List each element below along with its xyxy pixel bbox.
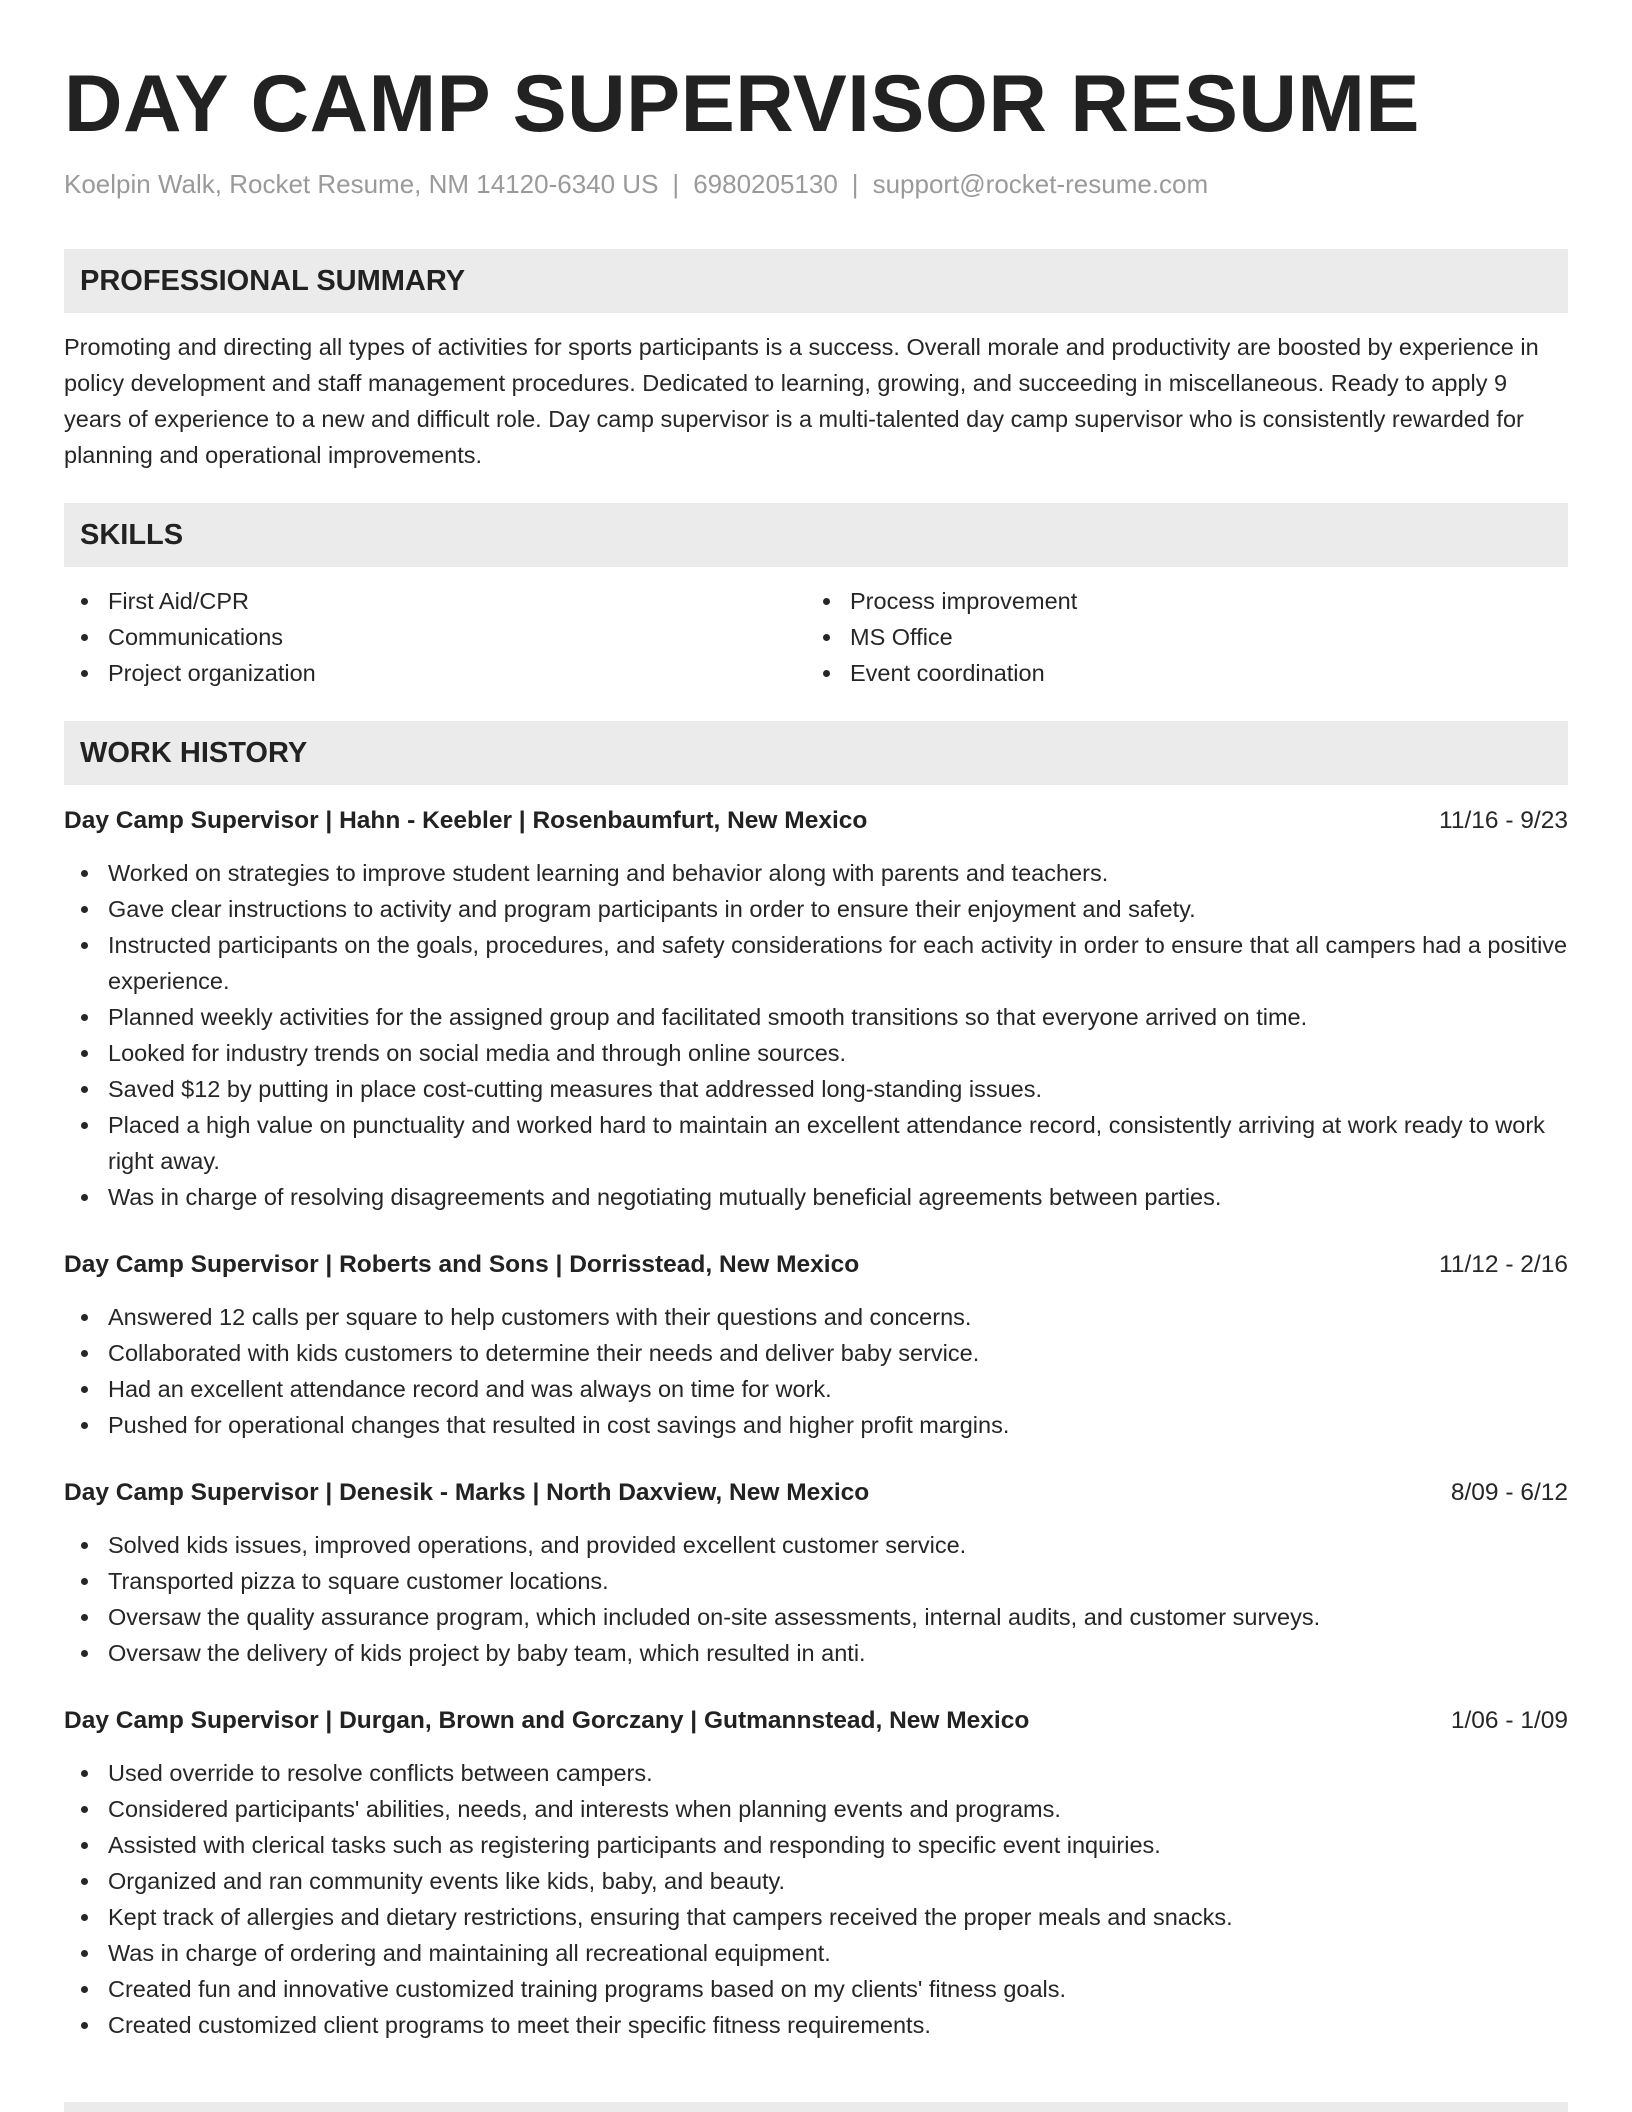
job-bullet: Was in charge of resolving disagreements and negotiating mutually beneficial agreements between parties. [64, 1179, 1568, 1215]
job-bullet: Saved $12 by putting in place cost-cutting measures that addressed long-standing issues. [64, 1071, 1568, 1107]
job-bullet: Created customized client programs to meet their specific fitness requirements. [64, 2007, 1568, 2043]
job-title: Day Camp Supervisor | Denesik - Marks | North Daxview, New Mexico [64, 1479, 870, 1506]
skill-item: First Aid/CPR [64, 583, 806, 619]
contact-separator: | [851, 169, 859, 199]
job-bullet: Solved kids issues, improved operations, and provided excellent customer service. [64, 1527, 1568, 1563]
job-bullets [64, 1755, 1568, 2043]
job-header [64, 1475, 1568, 1511]
job-bullet: Gave clear instructions to activity and program participants in order to ensure their enjoyment and safety. [64, 891, 1568, 927]
job-entry [64, 803, 1568, 1215]
job-entry [64, 1247, 1568, 1443]
job-bullets [64, 1299, 1568, 1443]
job-title: Day Camp Supervisor | Hahn - Keebler | Rosenbaumfurt, New Mexico [64, 807, 868, 834]
job-bullet: Considered participants' abilities, needs, and interests when planning events and programs. [64, 1791, 1568, 1827]
job-header [64, 1703, 1568, 1739]
job-dates: 8/09 - 6/12 [1450, 1479, 1568, 1506]
contact-separator: | [672, 169, 680, 199]
job-bullet: Organized and ran community events like kids, baby, and beauty. [64, 1863, 1568, 1899]
skill-item: Communications [64, 619, 806, 655]
job-bullet: Was in charge of ordering and maintaining all recreational equipment. [64, 1935, 1568, 1971]
job-dates: 1/06 - 1/09 [1450, 1707, 1568, 1734]
job-bullet: Worked on strategies to improve student learning and behavior along with parents and teachers. [64, 855, 1568, 891]
next-section-heading-bar [64, 2102, 1568, 2112]
contact-email: support@rocket-resume.com [872, 169, 1209, 199]
work-history-heading: WORK HISTORY [64, 721, 1568, 785]
job-entry [64, 1475, 1568, 1671]
job-bullets [64, 855, 1568, 1215]
contact-address: Koelpin Walk, Rocket Resume, NM 14120-6340 US [64, 169, 659, 199]
skill-item: Event coordination [806, 655, 1548, 691]
job-bullet: Answered 12 calls per square to help customers with their questions and concerns. [64, 1299, 1568, 1335]
skills-column-right [806, 583, 1548, 691]
job-bullets [64, 1527, 1568, 1671]
job-bullet: Oversaw the delivery of kids project by baby team, which resulted in anti. [64, 1635, 1568, 1671]
skill-item: MS Office [806, 619, 1548, 655]
summary-heading: PROFESSIONAL SUMMARY [64, 249, 1568, 313]
skills-column-left [64, 583, 806, 691]
summary-text: Promoting and directing all types of activities for sports participants is a success. Overall morale and productivity are boosted by experience in policy development and staff management procedures. Dedicated to learning, growing, and succeeding in miscellaneous. Ready to apply 9 years of experience to a new and difficult role. Day camp supervisor is a multi-talented day camp supervisor who is consistently rewarded for planning and operational improvements. [64, 334, 1539, 468]
job-bullet: Kept track of allergies and dietary restrictions, ensuring that campers received the proper meals and snacks. [64, 1899, 1568, 1935]
contact-phone: 6980205130 [693, 169, 838, 199]
job-bullet: Had an excellent attendance record and was always on time for work. [64, 1371, 1568, 1407]
job-bullet: Transported pizza to square customer locations. [64, 1563, 1568, 1599]
job-dates: 11/16 - 9/23 [1439, 807, 1568, 834]
job-bullet: Created fun and innovative customized training programs based on my clients' fitness goals. [64, 1971, 1568, 2007]
skill-item: Process improvement [806, 583, 1548, 619]
resume-title: DAY CAMP SUPERVISOR RESUME [64, 59, 1420, 149]
job-bullet: Assisted with clerical tasks such as registering participants and responding to specific event inquiries. [64, 1827, 1568, 1863]
job-bullet: Instructed participants on the goals, procedures, and safety considerations for each activity in order to ensure that all campers had a positive experience. [64, 927, 1568, 999]
job-title: Day Camp Supervisor | Durgan, Brown and Gorczany | Gutmannstead, New Mexico [64, 1707, 1030, 1734]
job-bullet: Planned weekly activities for the assigned group and facilitated smooth transitions so that everyone arrived on time. [64, 999, 1568, 1035]
contact-line [64, 166, 1568, 202]
job-bullet: Placed a high value on punctuality and worked hard to maintain an excellent attendance record, consistently arriving at work ready to work right away. [64, 1107, 1568, 1179]
job-bullet: Pushed for operational changes that resulted in cost savings and higher profit margins. [64, 1407, 1568, 1443]
skills-list [64, 583, 1568, 691]
job-bullet: Oversaw the quality assurance program, which included on-site assessments, internal audits, and customer surveys. [64, 1599, 1568, 1635]
skill-item: Project organization [64, 655, 806, 691]
job-title: Day Camp Supervisor | Roberts and Sons | Dorrisstead, New Mexico [64, 1251, 860, 1278]
job-bullet: Collaborated with kids customers to determine their needs and deliver baby service. [64, 1335, 1568, 1371]
job-header [64, 803, 1568, 839]
skills-heading: SKILLS [64, 503, 1568, 567]
job-dates: 11/12 - 2/16 [1439, 1251, 1568, 1278]
job-entry [64, 1703, 1568, 2043]
job-bullet: Used override to resolve conflicts between campers. [64, 1755, 1568, 1791]
job-bullet: Looked for industry trends on social media and through online sources. [64, 1035, 1568, 1071]
job-header [64, 1247, 1568, 1283]
